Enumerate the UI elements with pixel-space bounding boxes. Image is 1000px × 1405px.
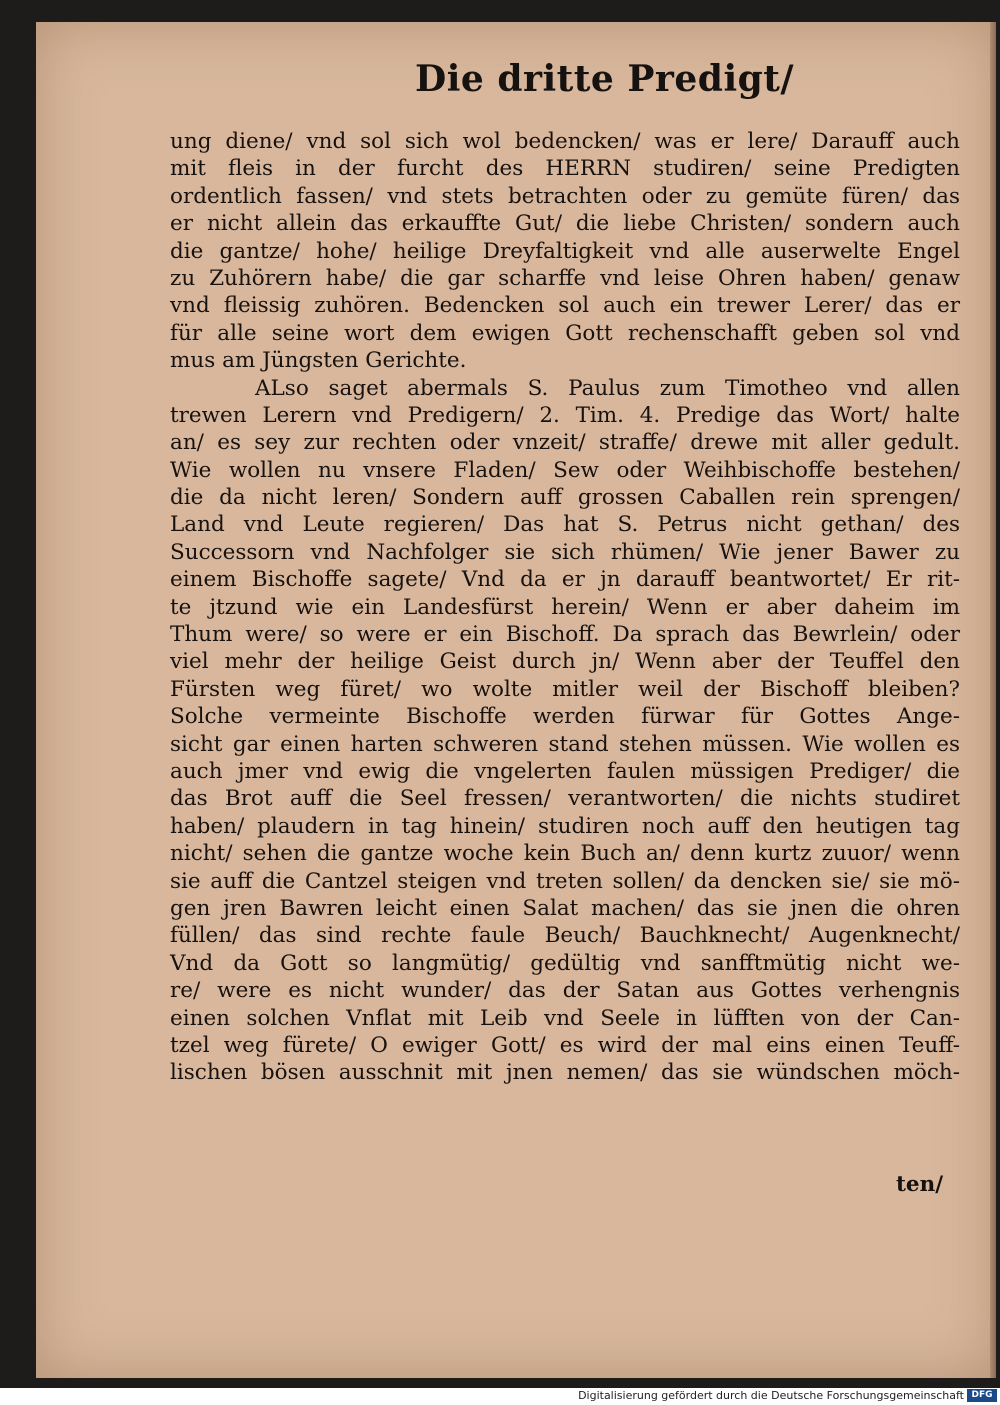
text-line: haben/ plaudern in tag hinein/ studiren noch auff den heutigen tag bbox=[170, 813, 960, 839]
text-line: er nicht allein das erkauffte Gut/ die liebe Christen/ sondern auch bbox=[170, 211, 960, 237]
text-line: das Brot auff die Seel fressen/ verantworten/ die nichts studiret bbox=[170, 786, 960, 812]
text-line: an/ es sey zur rechten oder vnzeit/ straffe/ drewe mit aller gedult. bbox=[170, 430, 960, 456]
text-line: lischen bösen ausschnit mit jnen nemen/ das sie wündschen möch- bbox=[170, 1060, 960, 1086]
text-line: einem Bischoffe sagete/ Vnd da er jn darauff beantwortet/ Er rit- bbox=[170, 567, 960, 593]
text-line: auch jmer vnd ewig die vngelerten faulen müssigen Prediger/ die bbox=[170, 758, 960, 784]
text-line: Thum were/ so were er ein Bischoff. Da sprach das Bewrlein/ oder bbox=[170, 622, 960, 648]
text-line: mit fleis in der furcht des HERRN studiren/ seine Predigten bbox=[170, 156, 960, 182]
text-line: ordentlich fassen/ vnd stets betrachten oder zu gemüte füren/ das bbox=[170, 183, 960, 209]
running-head: Die dritte Predigt/ bbox=[415, 58, 795, 100]
paragraph-end-line: mus am Jüngsten Gerichte. bbox=[170, 348, 467, 374]
text-line: sie auff die Cantzel steigen vnd treten sollen/ da dencken sie/ sie mö- bbox=[170, 868, 960, 894]
text-line: die gantze/ hohe/ heilige Dreyfaltigkeit vnd alle auserwelte Engel bbox=[170, 238, 960, 264]
text-line: für alle seine wort dem ewigen Gott rechenschafft geben sol vnd bbox=[170, 320, 960, 346]
text-line: trewen Lerern vnd Predigern/ 2. Tim. 4. Predige das Wort/ halte bbox=[170, 402, 960, 428]
text-line: re/ were es nicht wunder/ das der Satan aus Gottes verhengnis bbox=[170, 978, 960, 1004]
catchword: ten/ bbox=[896, 1172, 944, 1197]
text-line: einen solchen Vnflat mit Leib vnd Seele in lüfften von der Can- bbox=[170, 1005, 960, 1031]
dfg-logo: DFG bbox=[967, 1389, 997, 1402]
text-line: Fürsten weg füret/ wo wolte mitler weil der Bischoff bleiben? bbox=[170, 676, 960, 702]
page-edge bbox=[990, 22, 996, 1378]
text-line: nicht/ sehen die gantze woche kein Buch an/ denn kurtz zuuor/ wenn bbox=[170, 841, 960, 867]
text-line: die da nicht leren/ Sondern auff grossen Caballen rein sprengen/ bbox=[170, 485, 960, 511]
text-line: Wie wollen nu vnsere Fladen/ Sew oder Weihbischoffe bestehen/ bbox=[170, 457, 960, 483]
text-line: viel mehr der heilige Geist durch jn/ Wenn aber der Teuffel den bbox=[170, 649, 960, 675]
text-line: te jtzund wie ein Landesfürst herein/ Wenn er aber daheim im bbox=[170, 594, 960, 620]
paragraph-start-line: ALso saget abermals S. Paulus zum Timotheo vnd allen bbox=[255, 375, 960, 401]
text-line: füllen/ das sind rechte faule Beuch/ Bauchknecht/ Augenknecht/ bbox=[170, 923, 960, 949]
text-line: vnd fleissig zuhören. Bedencken sol auch ein trewer Lerer/ das er bbox=[170, 293, 960, 319]
text-line: sicht gar einen harten schweren stand stehen müssen. Wie wollen es bbox=[170, 731, 960, 757]
text-line: Solche vermeinte Bischoffe werden fürwar für Gottes Ange- bbox=[170, 704, 960, 730]
text-line: Vnd da Gott so langmütig/ gedültig vnd sanfftmütig nicht we- bbox=[170, 950, 960, 976]
body-text bbox=[170, 128, 960, 1087]
text-line: Land vnd Leute regieren/ Das hat S. Petrus nicht gethan/ des bbox=[170, 512, 960, 538]
text-line: ung diene/ vnd sol sich wol bedencken/ was er lere/ Darauff auch bbox=[170, 129, 960, 154]
text-line: Successorn vnd Nachfolger sie sich rhümen/ Wie jener Bawer zu bbox=[170, 539, 960, 565]
funding-credit: Digitalisierung gefördert durch die Deutsche Forschungsgemeinschaft bbox=[578, 1389, 964, 1402]
text-line: zu Zuhörern habe/ die gar scharffe vnd leise Ohren haben/ genaw bbox=[170, 265, 960, 291]
text-line: tzel weg fürete/ O ewiger Gott/ es wird der mal eins einen Teuff- bbox=[170, 1032, 960, 1058]
text-line: gen jren Bawren leicht einen Salat machen/ das sie jnen die ohren bbox=[170, 895, 960, 921]
